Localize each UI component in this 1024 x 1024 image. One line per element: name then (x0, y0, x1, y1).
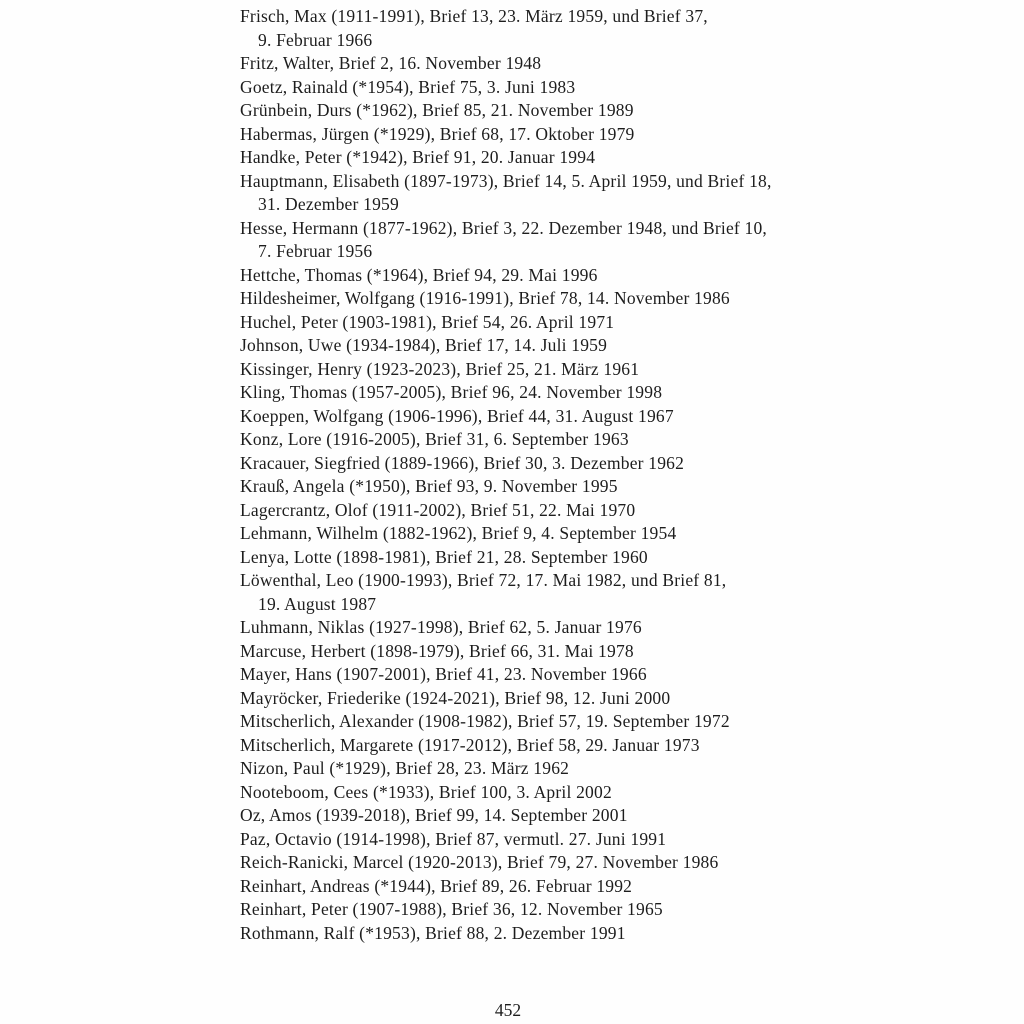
entry-line: Mitscherlich, Margarete (1917-2012), Brief 58, 29. Januar 1973 (240, 734, 700, 755)
index-entry (240, 475, 840, 499)
index-entry (240, 851, 840, 875)
entry-line: Goetz, Rainald (*1954), Brief 75, 3. Juni 1983 (240, 76, 576, 97)
index-entry (240, 428, 840, 452)
entry-line: Johnson, Uwe (1934-1984), Brief 17, 14. Juli 1959 (240, 335, 608, 355)
index-entry (240, 734, 840, 758)
entry-line: Rothmann, Ralf (*1953), Brief 88, 2. Dezember 1991 (240, 922, 626, 943)
entry-line: Marcuse, Herbert (1898-1979), Brief 66, 31. Mai 1978 (240, 640, 634, 661)
entry-line: Hettche, Thomas (*1964), Brief 94, 29. Mai 1996 (240, 264, 598, 285)
entry-line: Frisch, Max (1911-1991), Brief 13, 23. März 1959, und Brief 37, (240, 6, 708, 26)
index-entry (240, 757, 840, 781)
entry-line: Lenya, Lotte (1898-1981), Brief 21, 28. September 1960 (240, 546, 648, 567)
entry-line: Koeppen, Wolfgang (1906-1996), Brief 44, 31. August 1967 (240, 405, 674, 426)
index-entry (240, 875, 840, 899)
entry-line: Krauß, Angela (*1950), Brief 93, 9. November 1995 (240, 476, 618, 496)
entry-line: Kling, Thomas (1957-2005), Brief 96, 24. November 1998 (240, 382, 663, 402)
correspondents-register (240, 5, 840, 945)
index-entry (240, 264, 840, 288)
index-entry (240, 804, 840, 828)
index-entry (240, 217, 840, 264)
entry-line: Reich-Ranicki, Marcel (1920-2013), Brief 79, 27. November 1986 (240, 852, 719, 872)
entry-line: Lehmann, Wilhelm (1882-1962), Brief 9, 4. September 1954 (240, 523, 677, 543)
entry-line: Grünbein, Durs (*1962), Brief 85, 21. November 1989 (240, 100, 634, 120)
entry-line: Löwenthal, Leo (1900-1993), Brief 72, 17. Mai 1982, und Brief 81, (240, 570, 727, 590)
index-entry (240, 781, 840, 805)
index-entry (240, 640, 840, 664)
entry-line: Hesse, Hermann (1877-1962), Brief 3, 22. Dezember 1948, und Brief 10, (240, 217, 767, 238)
index-entry (240, 334, 840, 358)
index-entry (240, 663, 840, 687)
entry-line: Hildesheimer, Wolfgang (1916-1991), Brief 78, 14. November 1986 (240, 288, 730, 308)
entry-line: Luhmann, Niklas (1927-1998), Brief 62, 5. Januar 1976 (240, 617, 642, 637)
entry-line: Handke, Peter (*1942), Brief 91, 20. Januar 1994 (240, 147, 596, 167)
index-entry (240, 710, 840, 734)
index-entry (240, 76, 840, 100)
entry-line: Huchel, Peter (1903-1981), Brief 54, 26. April 1971 (240, 311, 615, 332)
entry-line: Paz, Octavio (1914-1998), Brief 87, vermutl. 27. Juni 1991 (240, 828, 667, 849)
index-entry (240, 898, 840, 922)
index-entry (240, 123, 840, 147)
index-entry (240, 828, 840, 852)
entry-line: Konz, Lore (1916-2005), Brief 31, 6. September 1963 (240, 429, 629, 449)
index-entry (240, 311, 840, 335)
index-entry (240, 381, 840, 405)
entry-line: Kracauer, Siegfried (1889-1966), Brief 30, 3. Dezember 1962 (240, 452, 685, 473)
entry-line-continuation: 31. Dezember 1959 (258, 194, 399, 214)
index-entry (240, 687, 840, 711)
index-entry (240, 358, 840, 382)
page-number: 452 (494, 1000, 522, 1020)
index-entry (240, 5, 840, 52)
index-entry (240, 922, 840, 946)
entry-line: Mitscherlich, Alexander (1908-1982), Brief 57, 19. September 1972 (240, 711, 730, 731)
index-entry (240, 170, 840, 217)
entry-line: Oz, Amos (1939-2018), Brief 99, 14. September 2001 (240, 805, 628, 825)
index-entry (240, 146, 840, 170)
index-entry (240, 405, 840, 429)
entry-line-continuation: 9. Februar 1966 (258, 29, 373, 50)
entry-line: Lagercrantz, Olof (1911-2002), Brief 51, 22. Mai 1970 (240, 499, 636, 520)
entry-line: Habermas, Jürgen (*1929), Brief 68, 17. Oktober 1979 (240, 123, 635, 144)
entry-line: Mayer, Hans (1907-2001), Brief 41, 23. November 1966 (240, 664, 647, 684)
index-entry (240, 99, 840, 123)
index-entry (240, 52, 840, 76)
entry-line: Nizon, Paul (*1929), Brief 28, 23. März 1962 (240, 758, 570, 778)
index-entry (240, 569, 840, 616)
index-entry (240, 616, 840, 640)
index-entry (240, 499, 840, 523)
entry-line: Hauptmann, Elisabeth (1897-1973), Brief 14, 5. April 1959, und Brief 18, (240, 170, 772, 191)
entry-line: Reinhart, Peter (1907-1988), Brief 36, 12. November 1965 (240, 899, 663, 919)
entry-line: Mayröcker, Friederike (1924-2021), Brief 98, 12. Juni 2000 (240, 687, 671, 708)
entry-line: Nooteboom, Cees (*1933), Brief 100, 3. April 2002 (240, 781, 612, 802)
index-entry (240, 546, 840, 570)
entry-line: Reinhart, Andreas (*1944), Brief 89, 26. Februar 1992 (240, 875, 633, 896)
index-entry (240, 452, 840, 476)
index-entry (240, 287, 840, 311)
entry-line: Fritz, Walter, Brief 2, 16. November 1948 (240, 53, 542, 73)
entry-line-continuation: 7. Februar 1956 (258, 241, 373, 261)
index-entry (240, 522, 840, 546)
entry-line-continuation: 19. August 1987 (258, 593, 377, 614)
entry-line: Kissinger, Henry (1923-2023), Brief 25, 21. März 1961 (240, 358, 640, 379)
